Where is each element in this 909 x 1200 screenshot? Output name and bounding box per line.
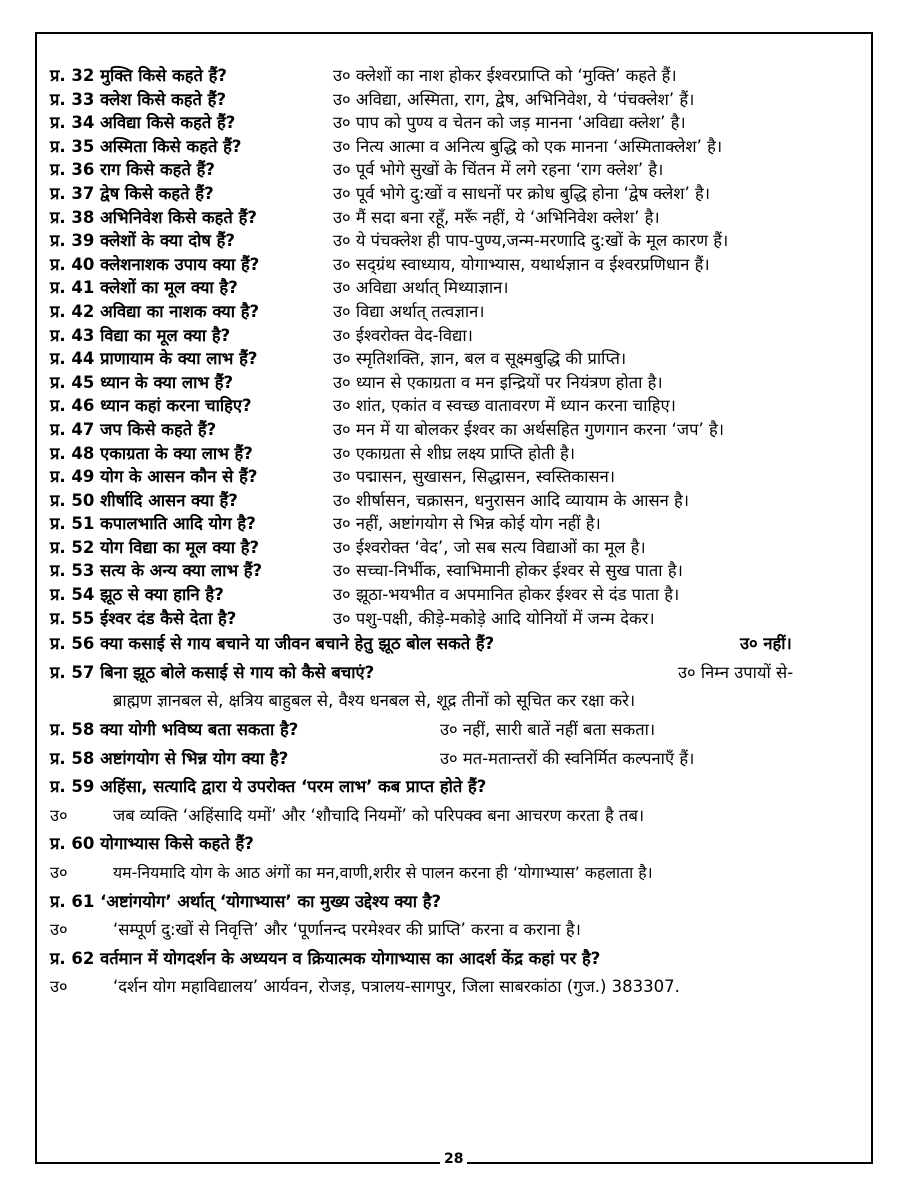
qa-row (50, 347, 862, 371)
page-number: 28 (440, 1151, 467, 1167)
qa-row (50, 371, 862, 395)
question: प्र. 51 कपालभाति आदि योग है? (50, 514, 256, 534)
answer: उ० ईश्वरोक्त वेद-विद्या। (333, 325, 473, 345)
answer: उ० मत-मतान्तरों की स्वनिर्मित कल्पनाएँ हैं। (440, 748, 695, 768)
answer-continued: ब्राह्मण ज्ञानबल से, क्षत्रिय बाहुबल से, वैश्य धनबल से, शूद्र तीनों को सूचित कर रक्षा करे। (113, 691, 636, 711)
qa-row-59-q (50, 773, 862, 802)
answer: उ० पाप को पुण्य व चेतन को जड़ मानना ‘अविद्या क्लेश’ है। (333, 113, 686, 133)
answer: उ० नहीं। (740, 634, 792, 654)
qa-row-60-a (50, 859, 862, 888)
qa-row (50, 206, 862, 230)
qa-row-62-q (50, 945, 862, 974)
question: प्र. 35 अस्मिता किसे कहते हैं? (50, 136, 242, 156)
answer: उ० पूर्व भोगे दु:खों व साधनों पर क्रोध बुद्धि होना ‘द्वेष क्लेश’ है। (333, 183, 711, 203)
qa-row (50, 300, 862, 324)
question: प्र. 40 क्लेशनाशक उपाय क्या हैं? (50, 254, 260, 274)
answer: उ० नहीं, अष्टांगयोग से भिन्न कोई योग नहीं है। (333, 514, 601, 534)
qa-row-58b (50, 745, 862, 774)
qa-row-61-q (50, 888, 862, 917)
question: प्र. 37 द्वेष किसे कहते हैं? (50, 183, 214, 203)
qa-row (50, 229, 862, 253)
qa-row-57-cont (50, 687, 862, 716)
qa-row (50, 489, 862, 513)
answer: उ० नित्य आत्मा व अनित्य बुद्धि को एक मानना ‘अस्मिताक्लेश’ है। (333, 136, 723, 156)
answer: उ० स्मृतिशक्ति, ज्ञान, बल व सूक्ष्मबुद्धि की प्राप्ति। (333, 349, 627, 369)
answer: उ० पशु-पक्षी, कीड़े-मकोड़े आदि योनियों में जन्म देकर। (333, 608, 655, 628)
answer: उ० सद्ग्रंथ स्वाध्याय, योगाभ्यास, यथार्थज्ञान व ईश्वरप्रणिधान हैं। (333, 254, 710, 274)
qa-row-60-q (50, 830, 862, 859)
answer: उ० शीर्षासन, चक्रासन, धनुरासन आदि व्यायाम के आसन है। (333, 490, 690, 510)
question: प्र. 56 क्या कसाई से गाय बचाने या जीवन बचाने हेतु झूठ बोल सकते हैं? (50, 634, 495, 654)
answer: उ० पूर्व भोगे सुखों के चिंतन में लगे रहना ‘राग क्लेश’ है। (333, 160, 664, 180)
qa-row (50, 536, 862, 560)
qa-row (50, 135, 862, 159)
question: प्र. 43 विद्या का मूल क्या है? (50, 325, 231, 345)
qa-row (50, 88, 862, 112)
question: प्र. 32 मुक्ति किसे कहते हैं? (50, 66, 228, 85)
qa-list (50, 64, 862, 630)
answer-prefix: उ० (50, 920, 68, 940)
qa-row (50, 607, 862, 631)
qa-row-59-a (50, 802, 862, 831)
answer: यम-नियमादि योग के आठ अंगों का मन,वाणी,शरीर से पालन करना ही ‘योगाभ्यास’ कहलाता है। (113, 863, 653, 882)
question: प्र. 45 ध्यान के क्या लाभ हैं? (50, 372, 234, 392)
question: प्र. 55 ईश्वर दंड कैसे देता है? (50, 608, 237, 628)
answer: उ० विद्या अर्थात् तत्वज्ञान। (333, 301, 485, 321)
answer: ‘दर्शन योग महाविद्यालय’ आर्यवन, रोजड़, पत्रालय-सागपुर, जिला साबरकांठा (गुज.) 383307. (113, 977, 680, 997)
answer: उ० शांत, एकांत व स्वच्छ वातावरण में ध्यान करना चाहिए। (333, 396, 676, 416)
question: प्र. 38 अभिनिवेश किसे कहते हैं? (50, 207, 257, 227)
question: प्र. 54 झूठ से क्या हानि है? (50, 585, 224, 605)
question: प्र. 58 अष्टांगयोग से भिन्न योग क्या है? (50, 748, 289, 768)
qa-row (50, 394, 862, 418)
qa-row (50, 512, 862, 536)
question: प्र. 62 वर्तमान में योगदर्शन के अध्ययन व क्रियात्मक योगाभ्यास का आदर्श केंद्र कहां पर है? (50, 948, 601, 968)
qa-row (50, 111, 862, 135)
qa-row (50, 253, 862, 277)
answer: उ० निम्न उपायों से- (678, 662, 794, 682)
qa-row-61-a (50, 916, 862, 945)
question: प्र. 46 ध्यान कहां करना चाहिए? (50, 396, 252, 416)
answer: उ० नहीं, सारी बातें नहीं बता सकता। (440, 720, 656, 740)
answer: उ० मैं सदा बना रहूँ, मरूँ नहीं, ये ‘अभिनिवेश क्लेश’ है। (333, 207, 660, 227)
question: प्र. 60 योगाभ्यास किसे कहते हैं? (50, 834, 254, 854)
qa-content (50, 64, 862, 1002)
answer: उ० अविद्या, अस्मिता, राग, द्वेष, अभिनिवेश, ये ‘पंचक्लेश’ हैं। (333, 89, 695, 109)
answer-prefix: उ० (50, 863, 68, 882)
answer: ‘सम्पूर्ण दु:खों से निवृत्ति’ और ‘पूर्णानन्द परमेश्वर की प्राप्ति’ करना व कराना है। (113, 920, 581, 940)
qa-row (50, 583, 862, 607)
answer: जब व्यक्ति ‘अहिंसादि यमों’ और ‘शौचादि नियमों’ को परिपक्व बना आचरण करता है तब। (113, 805, 645, 825)
question: प्र. 42 अविद्या का नाशक क्या है? (50, 301, 260, 321)
answer: उ० मन में या बोलकर ईश्वर का अर्थसहित गुणगान करना ‘जप’ है। (333, 419, 724, 439)
question: प्र. 59 अहिंसा, सत्यादि द्वारा ये उपरोक्त ‘परम लाभ’ कब प्राप्त होते हैं? (50, 777, 487, 797)
question: प्र. 57 बिना झूठ बोले कसाई से गाय को कैसे बचाएं? (50, 662, 375, 682)
answer: उ० सच्चा-निर्भीक, स्वाभिमानी होकर ईश्वर से सुख पाता है। (333, 561, 683, 581)
question: प्र. 53 सत्य के अन्य क्या लाभ हैं? (50, 561, 263, 581)
question: प्र. 47 जप किसे कहते हैं? (50, 419, 217, 439)
question: प्र. 58 क्या योगी भविष्य बता सकता है? (50, 720, 299, 740)
question: प्र. 34 अविद्या किसे कहते हैं? (50, 113, 236, 133)
qa-row-58a (50, 716, 862, 745)
answer-prefix: उ० (50, 805, 68, 825)
qa-row (50, 182, 862, 206)
question: प्र. 50 शीर्षादि आसन क्या हैं? (50, 490, 238, 510)
qa-row (50, 465, 862, 489)
question: प्र. 61 ‘अष्टांगयोग’ अर्थात् ‘योगाभ्यास’ का मुख्य उद्देश्य क्या है? (50, 891, 442, 911)
answer: उ० ईश्वरोक्त ‘वेद’, जो सब सत्य विद्याओं का मूल है। (333, 537, 646, 557)
qa-row-56 (50, 630, 862, 659)
qa-row (50, 64, 862, 88)
answer: उ० पद्मासन, सुखासन, सिद्धासन, स्वस्तिकासन। (333, 467, 616, 487)
question: प्र. 36 राग किसे कहते हैं? (50, 160, 215, 180)
qa-row (50, 442, 862, 466)
qa-row-62-a (50, 973, 862, 1002)
qa-row (50, 559, 862, 583)
question: प्र. 49 योग के आसन कौन से हैं? (50, 467, 258, 487)
answer: उ० एकाग्रता से शीघ्र लक्ष्य प्राप्ति होती है। (333, 443, 576, 463)
answer: उ० झूठा-भयभीत व अपमानित होकर ईश्वर से दंड पाता है। (333, 585, 680, 605)
qa-row (50, 276, 862, 300)
answer: उ० अविद्या अर्थात् मिथ्याज्ञान। (333, 278, 509, 298)
question: प्र. 44 प्राणायाम के क्या लाभ हैं? (50, 349, 258, 369)
answer: उ० ये पंचक्लेश ही पाप-पुण्य,जन्म-मरणादि दु:खों के मूल कारण हैं। (333, 231, 729, 251)
answer: उ० क्लेशों का नाश होकर ईश्वरप्राप्ति को ‘मुक्ति’ कहते हैं। (333, 66, 677, 85)
answer: उ० ध्यान से एकाग्रता व मन इन्द्रियों पर नियंत्रण होता है। (333, 372, 663, 392)
qa-row (50, 158, 862, 182)
question: प्र. 39 क्लेशों के क्या दोष हैं? (50, 231, 236, 251)
qa-row (50, 418, 862, 442)
qa-row (50, 324, 862, 348)
qa-row-57 (50, 659, 862, 688)
question: प्र. 41 क्लेशों का मूल क्या है? (50, 278, 238, 298)
question: प्र. 48 एकाग्रता के क्या लाभ हैं? (50, 443, 253, 463)
question: प्र. 33 क्लेश किसे कहते हैं? (50, 89, 227, 109)
answer-prefix: उ० (50, 977, 68, 997)
question: प्र. 52 योग विद्या का मूल क्या है? (50, 537, 260, 557)
